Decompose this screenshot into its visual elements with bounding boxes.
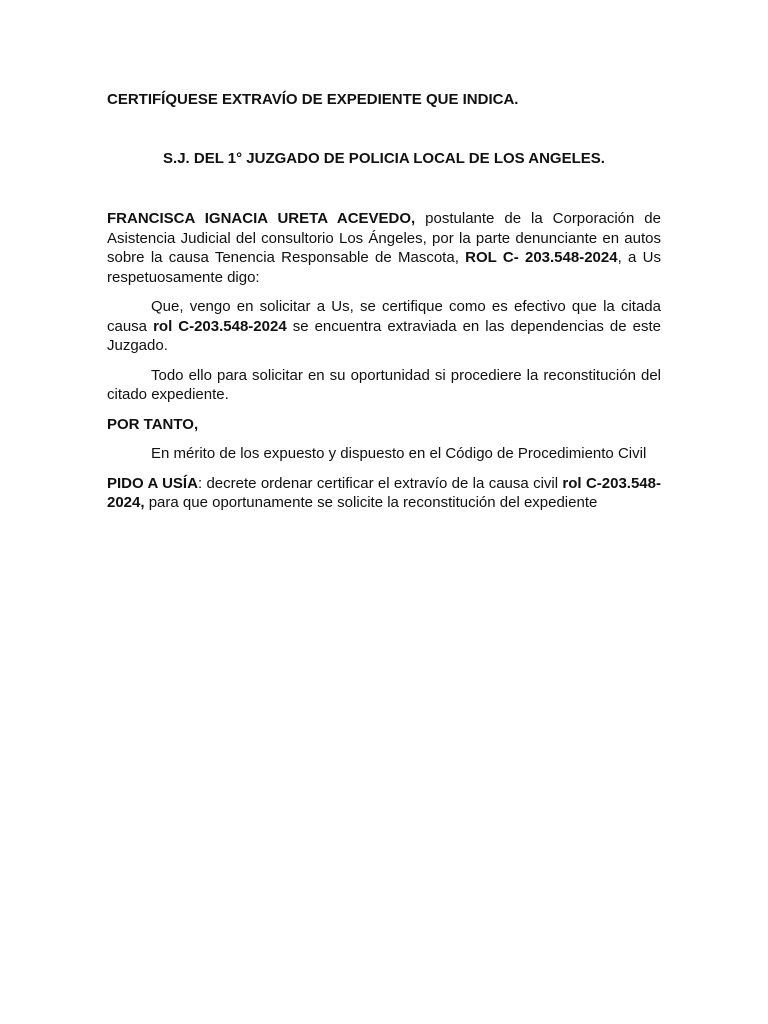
paragraph-text: Que, vengo en solicitar a Us, se certifique como es efectivo que la citada causa bbox=[107, 298, 661, 335]
paragraph-legal-basis: En mérito de los expuesto y dispuesto en el Código de Procedimiento Civil bbox=[151, 445, 647, 462]
document-title: CERTIFÍQUESE EXTRAVÍO DE EXPEDIENTE QUE INDICA. bbox=[107, 91, 519, 108]
paragraph-text: , a Us respetuosamente digo: bbox=[107, 249, 662, 286]
por-tanto-text: POR TANTO, bbox=[107, 415, 199, 433]
case-rol: rol C-203.548-2024, bbox=[107, 474, 661, 511]
case-rol: rol C-203.548-2024 bbox=[153, 317, 287, 335]
paragraph-request bbox=[107, 297, 661, 356]
petitioner-name: FRANCISCA IGNACIA URETA ACEVEDO, bbox=[107, 210, 416, 227]
paragraph-purpose: Todo ello para solicitar en su oportunidad si procediere la reconstitución del citado expediente. bbox=[107, 366, 661, 403]
por-tanto-heading bbox=[107, 415, 661, 435]
paragraph-petition bbox=[107, 474, 661, 513]
paragraph-petitioner bbox=[107, 209, 661, 287]
paragraph-text: : decrete ordenar certificar el extravío de la causa civil bbox=[197, 474, 563, 492]
paragraph-text: postulante de la Corporación de Asistencia Judicial del consultorio Los Ángeles, por la parte denunciante en autos sobre la causa Tenencia Responsable de Mascota, bbox=[107, 210, 661, 266]
paragraph-text: para que oportunamente se solicite la reconstitución del expediente bbox=[144, 494, 598, 511]
court-addressee: S.J. DEL 1° JUZGADO DE POLICIA LOCAL DE LOS ANGELES. bbox=[163, 150, 605, 167]
paragraph-text: se encuentra extraviada en las dependencias de este Juzgado. bbox=[107, 317, 662, 354]
petition-lead: PIDO A USÍA bbox=[107, 474, 198, 492]
case-rol: ROL C- 203.548-2024 bbox=[465, 249, 618, 266]
document-body bbox=[107, 209, 661, 523]
